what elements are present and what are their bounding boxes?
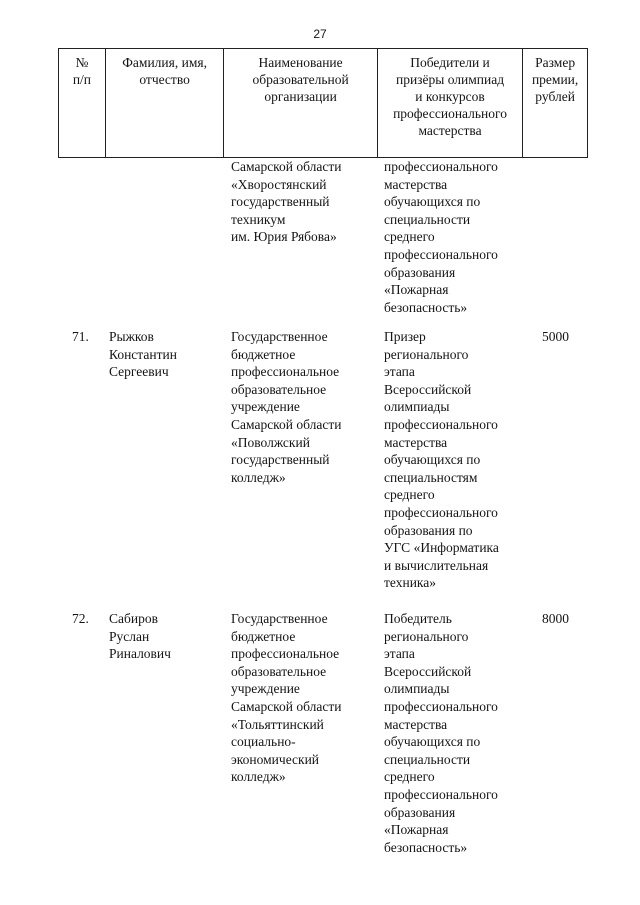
text-line: «Пожарная bbox=[384, 282, 449, 298]
row-71-number: 71. bbox=[72, 329, 89, 344]
text-line: «Поволжский bbox=[231, 434, 310, 450]
text-line: безопасность» bbox=[384, 839, 468, 855]
text-line: безопасность» bbox=[384, 299, 468, 315]
text-line: и вычислительная bbox=[384, 557, 489, 573]
text-line: олимпиады bbox=[384, 399, 450, 415]
row-72-achievement bbox=[384, 610, 498, 856]
row-72-number: 72. bbox=[72, 611, 89, 626]
text-line: Победитель bbox=[384, 611, 452, 626]
header-line: профессионального bbox=[393, 106, 507, 121]
text-line: социально- bbox=[231, 734, 296, 750]
row-71-achievement bbox=[384, 328, 499, 592]
text-line: им. Юрия Рябова» bbox=[231, 229, 337, 245]
text-line: образовательное bbox=[231, 381, 327, 397]
text-line: колледж» bbox=[231, 769, 286, 785]
header-full-name bbox=[106, 49, 225, 157]
text-line: техника» bbox=[384, 575, 437, 591]
text-line: обучающихся по bbox=[384, 194, 481, 210]
header-line: Фамилия, имя, bbox=[122, 55, 207, 70]
header-line: организации bbox=[264, 89, 337, 104]
text-line: Константин bbox=[109, 346, 177, 362]
text-line: обучающихся по bbox=[384, 734, 481, 750]
header-line: Победители и bbox=[410, 55, 490, 70]
text-line: «Пожарная bbox=[384, 822, 449, 838]
row-72-organization bbox=[231, 610, 342, 786]
text-line: экономический bbox=[231, 751, 320, 767]
text-line: мастерства bbox=[384, 176, 448, 192]
text-line: «Хворостянский bbox=[231, 176, 327, 192]
text-line: Всероссийской bbox=[384, 381, 472, 397]
table-header bbox=[58, 48, 588, 158]
text-line: Призер bbox=[384, 329, 426, 344]
text-line: Всероссийской bbox=[384, 663, 472, 679]
text-line: учреждение bbox=[231, 681, 300, 697]
text-line: колледж» bbox=[231, 469, 286, 485]
text-line: Риналович bbox=[109, 646, 171, 662]
text-line: среднего bbox=[384, 769, 435, 785]
text-line: этапа bbox=[384, 364, 415, 380]
row-72-full-name bbox=[109, 610, 171, 663]
continuation-achievement bbox=[384, 158, 498, 316]
text-line: «Тольяттинский bbox=[231, 716, 324, 732]
header-line: премии, bbox=[531, 72, 579, 87]
text-line: государственный bbox=[231, 194, 330, 210]
header-line: призёры олимпиад bbox=[395, 72, 505, 87]
row-71-full-name bbox=[109, 328, 177, 381]
row-72-prize: 8000 bbox=[542, 611, 569, 626]
text-line: регионального bbox=[384, 628, 469, 644]
continuation-organization bbox=[231, 158, 342, 246]
text-line: Самарской области bbox=[231, 698, 342, 714]
text-line: среднего bbox=[384, 229, 435, 245]
text-line: техникум bbox=[231, 211, 286, 227]
text-line: образования по bbox=[384, 522, 473, 538]
text-line: Сабиров bbox=[109, 611, 158, 626]
header-line: отчество bbox=[139, 72, 190, 87]
page-number: 27 bbox=[313, 27, 327, 41]
header-line: и конкурсов bbox=[415, 89, 485, 104]
text-line: специальности bbox=[384, 211, 471, 227]
text-line: УГС «Информатика bbox=[384, 540, 499, 556]
header-line: мастерства bbox=[418, 123, 482, 138]
header-line: п/п bbox=[72, 72, 92, 87]
text-line: учреждение bbox=[231, 399, 300, 415]
header-organization bbox=[224, 49, 377, 157]
text-line: Сергеевич bbox=[109, 364, 169, 380]
text-line: мастерства bbox=[384, 716, 448, 732]
text-line: государственный bbox=[231, 452, 330, 468]
text-line: образования bbox=[384, 264, 456, 280]
text-line: специальностям bbox=[384, 469, 478, 485]
text-line: профессиональное bbox=[231, 646, 340, 662]
header-line: № bbox=[75, 55, 89, 70]
row-71-prize: 5000 bbox=[542, 329, 569, 344]
header-line: Наименование bbox=[258, 55, 343, 70]
text-line: Самарской области bbox=[231, 416, 342, 432]
text-line: бюджетное bbox=[231, 628, 296, 644]
text-line: мастерства bbox=[384, 434, 448, 450]
text-line: профессионального bbox=[384, 698, 498, 714]
text-line: регионального bbox=[384, 346, 469, 362]
row-71-organization bbox=[231, 328, 342, 486]
text-line: олимпиады bbox=[384, 681, 450, 697]
text-line: профессионального bbox=[384, 416, 498, 432]
text-line: этапа bbox=[384, 646, 415, 662]
text-line: образовательное bbox=[231, 663, 327, 679]
header-number bbox=[59, 49, 106, 157]
text-line: Руслан bbox=[109, 628, 150, 644]
text-line: профессионального bbox=[384, 159, 498, 174]
text-line: профессионального bbox=[384, 246, 498, 262]
text-line: специальности bbox=[384, 751, 471, 767]
header-line: рублей bbox=[535, 89, 575, 104]
text-line: среднего bbox=[384, 487, 435, 503]
text-line: образования bbox=[384, 804, 456, 820]
text-line: Государственное bbox=[231, 611, 328, 626]
header-line: образовательной bbox=[252, 72, 349, 87]
header-achievement bbox=[378, 49, 523, 157]
text-line: бюджетное bbox=[231, 346, 296, 362]
text-line: Рыжков bbox=[109, 329, 154, 344]
text-line: профессионального bbox=[384, 504, 498, 520]
header-line: Размер bbox=[535, 55, 576, 70]
text-line: профессиональное bbox=[231, 364, 340, 380]
text-line: Самарской области bbox=[231, 159, 342, 174]
header-prize bbox=[523, 49, 587, 157]
text-line: профессионального bbox=[384, 786, 498, 802]
text-line: обучающихся по bbox=[384, 452, 481, 468]
text-line: Государственное bbox=[231, 329, 328, 344]
